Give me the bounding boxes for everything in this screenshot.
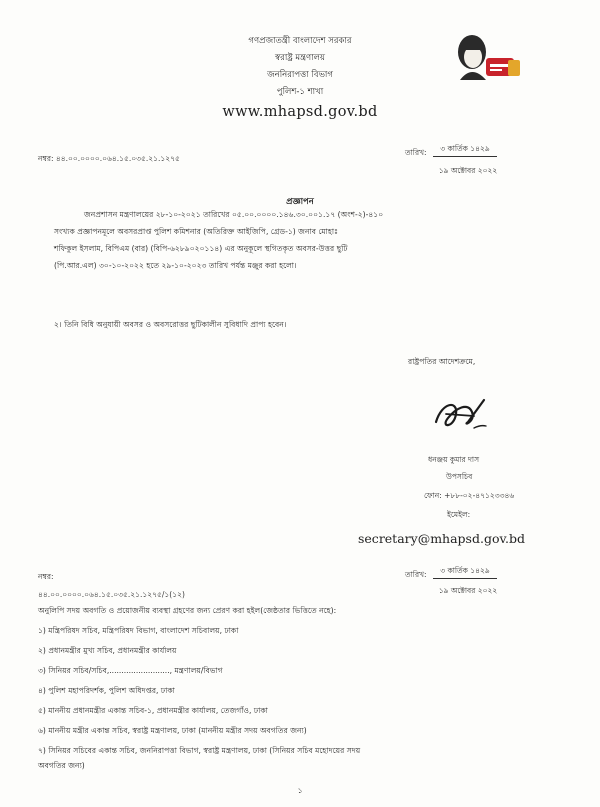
header-website: www.mhapsd.gov.bd bbox=[222, 104, 378, 120]
memo2-number: ৪৪.০০.০০০০.০৬৪.১৫.০৩৫.২১.১২৭৫/১(১২) bbox=[38, 590, 185, 599]
distribution-intro: অনুলিপি সদয় অবগতি ও প্রয়োজনীয় ব্যবস্থা গ্রহণের জন্য প্রেরণ করা হইল(জেষ্ঠতার ভিত্তিতে নহে): bbox=[38, 606, 337, 615]
notice-line-2: সংখ্যক প্রজ্ঞাপনমূলে অবসরপ্রাপ্ত পুলিশ কমিশনার (অতিরিক্ত আইজিপি, গ্রেড-১) জনাব মোহাঃ bbox=[54, 227, 339, 236]
page-number: ১ bbox=[297, 786, 303, 795]
notice-line-4: (পি.আর.এল) ৩০-১০-২০২২ হতে ২৯-১০-২০২৩ তারিখ পর্যন্ত মঞ্জুর করা হলো। bbox=[54, 261, 297, 270]
presidential-order: রাষ্ট্রপতির আদেশক্রমে, bbox=[408, 357, 476, 366]
date-label: তারিখ: bbox=[405, 148, 427, 157]
distribution-item: ৪) পুলিশ মহাপরিদর্শক, পুলিশ অধিদপ্তর, ঢাকা bbox=[38, 686, 175, 695]
signatory-email[interactable]: secretary@mhapsd.gov.bd bbox=[358, 531, 526, 546]
distribution-item-continued: অবগতির জন্য) bbox=[38, 761, 85, 770]
memo2-number-label: নম্বর: bbox=[38, 572, 54, 581]
date-bangla: ৩ কার্তিক ১৪২৯ bbox=[433, 144, 497, 157]
notice-paragraph-2: ২। তিনি বিধি অনুযায়ী অবসর ও অবসরোত্তর ছুটিকালীন সুবিধাদি প্রাপ্য হবেন। bbox=[54, 320, 287, 329]
memo2-date-label: তারিখ: bbox=[405, 570, 427, 579]
memo2-date-english: ১৯ অক্টোবর ২০২২ bbox=[438, 586, 498, 595]
mujib-centenary-logo bbox=[446, 30, 530, 86]
signatory-email-label: ইমেইল: bbox=[447, 510, 471, 519]
header-division: জননিরাপত্তা বিভাগ bbox=[267, 70, 333, 80]
memo2-date-bangla: ৩ কার্তিক ১৪২৯ bbox=[433, 566, 497, 579]
memo-number: নম্বর: ৪৪.০০.০০০০.০৬৪.১৫.০৩৫.২১.১২৭৫ bbox=[38, 154, 180, 163]
distribution-item: ৭) সিনিয়র সচিবের একান্ত সচিব, জননিরাপত্তা বিভাগ, স্বরাষ্ট্র মন্ত্রণালয়, ঢাকা (সিনিয়র সচিব মহোদয়ের সদয় bbox=[38, 746, 361, 755]
signatory-phone: ফোন: +৮৮-০২-৪৭১২৩৩৪৬ bbox=[424, 491, 515, 500]
signature-image bbox=[428, 392, 492, 436]
distribution-item: ২) প্রধানমন্ত্রীর মুখ্য সচিব, প্রধানমন্ত্রীর কার্যালয় bbox=[38, 646, 177, 655]
distribution-item: ৫) মাননীয় প্রধানমন্ত্রীর একান্ত সচিব-১, প্রধানমন্ত্রীর কার্যালয়, তেজগাঁও, ঢাকা bbox=[38, 706, 268, 715]
distribution-item: ১) মন্ত্রিপরিষদ সচিব, মন্ত্রিপরিষদ বিভাগ, বাংলাদেশ সচিবালয়, ঢাকা bbox=[38, 626, 239, 635]
header-branch: পুলিশ-১ শাখা bbox=[276, 87, 324, 97]
signatory-name: ধনঞ্জয় কুমার দাস bbox=[428, 455, 480, 464]
notice-line-1: জনপ্রশাসন মন্ত্রণালয়ের ২৮-১০-২০২১ তারিখের ০৫.০০.০০০০.১৪৬.৩০.০০১.১৭ (অংশ-২)-৪১০ bbox=[84, 210, 384, 219]
notice-line-3: শফিকুল ইসলাম, বিপিএম (বার) (বিপি-৬২৮৯০২০১১৪) এর অনুকূলে স্থগিতকৃত অবসর-উত্তর ছুটি bbox=[54, 244, 348, 253]
notice-title: প্রজ্ঞাপন bbox=[286, 197, 314, 207]
signatory-designation: উপসচিব bbox=[446, 472, 473, 481]
distribution-item: ৩) সিনিয়র সচিব/সচিব,........................., মন্ত্রণালয়/বিভাগ bbox=[38, 666, 223, 675]
header-ministry: স্বরাষ্ট্র মন্ত্রণালয় bbox=[275, 53, 325, 63]
date-english: ১৯ অক্টোবর ২০২২ bbox=[438, 166, 498, 175]
header-government: গণপ্রজাতন্ত্রী বাংলাদেশ সরকার bbox=[248, 36, 352, 46]
distribution-item: ৬) মাননীয় মন্ত্রীর একান্ত সচিব, স্বরাষ্ট্র মন্ত্রণালয়, ঢাকা (মাননীয় মন্ত্রীর সদয় অবগতির জন্য) bbox=[38, 726, 307, 735]
